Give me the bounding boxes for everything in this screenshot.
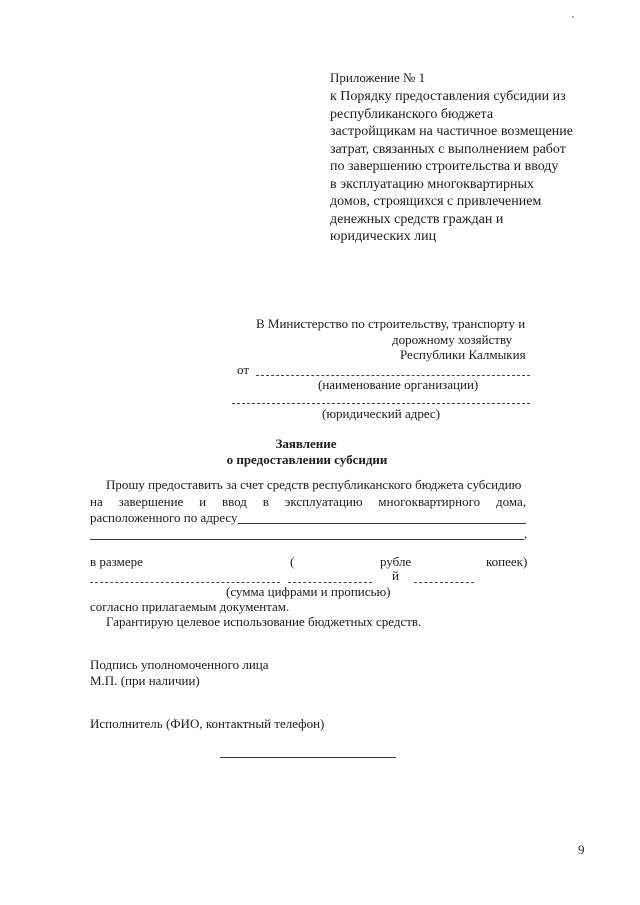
appendix-line: юридических лиц xyxy=(330,229,437,244)
appendix-line: в эксплуатацию многоквартирных xyxy=(330,176,534,192)
page-number: 9 xyxy=(578,842,585,857)
amount-paren-open: ( xyxy=(290,554,295,569)
document-heading: Заявление xyxy=(275,436,337,451)
seal-label: М.П. (при наличии) xyxy=(90,673,200,688)
organization-caption: (наименование организации) xyxy=(318,377,479,392)
amount-words-field[interactable] xyxy=(288,582,372,583)
sum-caption: (сумма цифрами и прописью) xyxy=(226,584,391,599)
kopecks-field[interactable] xyxy=(414,582,474,583)
appendix-line: по завершению строительства и вводу xyxy=(330,159,559,174)
appendix-line: денежных средств граждан и xyxy=(330,211,504,227)
amount-label: в размере xyxy=(90,554,143,569)
legal-address-caption: (юридический адрес) xyxy=(322,406,441,421)
rubles-suffix: й xyxy=(392,568,399,583)
appendix-line: затрат, связанных с выполнением работ xyxy=(330,141,566,157)
address-comma: , xyxy=(524,526,528,541)
appendix-line: республиканского бюджета xyxy=(330,106,494,122)
guarantee-line: Гарантирую целевое использование бюджетных средств. xyxy=(106,614,422,629)
object-address-field-2[interactable] xyxy=(90,539,524,540)
organization-name-field[interactable] xyxy=(256,375,530,376)
document-subheading: о предоставлении субсидии xyxy=(226,452,388,467)
executor-field[interactable] xyxy=(220,757,396,758)
amount-digits-field[interactable] xyxy=(90,582,280,583)
addressee-line-1: В Министерство по строительству, транспорту и xyxy=(256,316,526,331)
legal-address-field[interactable] xyxy=(232,403,530,404)
appendix-line: застройщикам на частичное возмещение xyxy=(330,124,573,139)
appendix-title: Приложение № 1 xyxy=(330,70,426,85)
executor-label: Исполнитель (ФИО, контактный телефон) xyxy=(90,716,325,731)
signature-label: Подпись уполномоченного лица xyxy=(90,657,269,672)
addressee-line-3: Республики Калмыкия xyxy=(400,347,526,362)
addressee-line-2: дорожному хозяйству xyxy=(392,332,513,347)
appendix-line: домов, строящихся с привлечением xyxy=(330,194,542,209)
rubles-label: рубле xyxy=(380,554,412,569)
object-address-field-1[interactable] xyxy=(238,523,526,524)
appendix-description xyxy=(330,88,610,246)
scan-speck xyxy=(572,16,574,18)
request-address-label: расположенного по адресу xyxy=(90,510,238,525)
request-line-1: Прошу предоставить за счет средств республиканского бюджета субсидию xyxy=(106,477,522,492)
appendix-line: к Порядку предоставления субсидии из xyxy=(330,89,566,104)
kopecks-label: копеек) xyxy=(486,554,528,569)
attached-documents-line: согласно прилагаемым документам. xyxy=(90,599,290,614)
from-label: от xyxy=(237,362,250,377)
request-line-2: на завершение и ввод в эксплуатацию многоквартирного дома, xyxy=(90,494,526,509)
